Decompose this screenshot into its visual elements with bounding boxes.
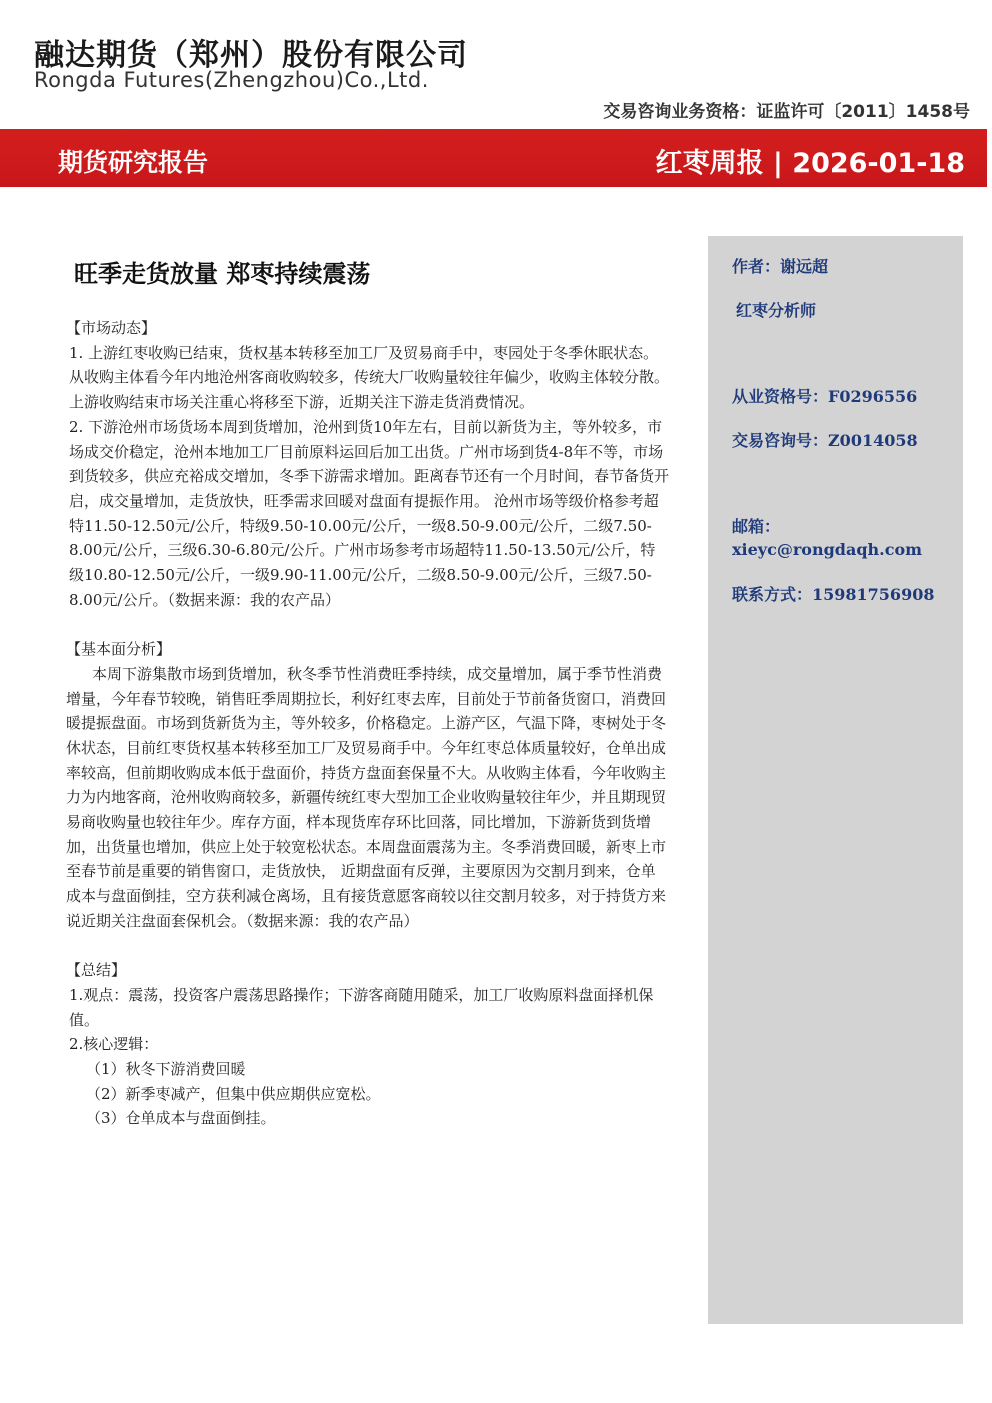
author-role: 红枣分析师	[736, 301, 817, 320]
license-info: 交易咨询业务资格：证监许可〔2011〕1458号	[603, 102, 970, 122]
summary-logic-label: 2.核心逻辑：	[69, 1035, 159, 1054]
report-title: 旺季走货放量 郑枣持续震荡	[74, 260, 371, 288]
fundamental-heading: 【基本面分析】	[66, 640, 172, 659]
consultation-number: 交易咨询号：Z0014058	[732, 431, 918, 450]
summary-logic-item: （3）仓单成本与盘面倒挂。	[86, 1109, 276, 1128]
market-heading: 【市场动态】	[66, 319, 157, 337]
company-name-en: Rongda Futures(Zhengzhou)Co.,Ltd.	[34, 68, 429, 92]
contact-phone: 联系方式：15981756908	[732, 585, 935, 604]
author-name: 作者：谢远超	[732, 257, 829, 276]
banner-report-type: 期货研究报告	[58, 148, 209, 177]
summary-view: 1.观点：震荡，投资客户震荡思路操作；下游客商随用随采，加工厂收购原料盘面择机保值。	[69, 985, 654, 1029]
banner-report-date: 红枣周报 | 2026-01-18	[655, 148, 965, 179]
author-sidebar	[708, 236, 963, 1324]
market-paragraph-2: 2. 下游沧州市场货场本周到货增加，沧州到货10年左右，目前以新货为主，等外较多，市场成交价稳定，沧州本地加工厂目前原料运回后加工出货。广州市场到货4-8年不等，市场到货较多，供应充裕成交增加，冬季下游需求增加。距离春节还有一个月时间，春节备货开启，成交量增加，走货放快，旺季需求回暖对盘面有提振作用。 沧州市场等级价格参考超特11.50-12.50元/公斤，特级9.50-10.00元/公斤，一级8.50-9.00元/公斤，二级7.50-8.00元/公斤，三级6.30-6.80元/公斤。广州市场参考市场超特11.50-13.50元/公斤，特级10.80-12.50元/公斤，一级9.90-11.00元/公斤，二级8.50-9.00元/公斤，三级7.50-8.00元/公斤。（数据来源：我的农产品）	[69, 417, 670, 609]
company-name-cn: 融达期货（郑州）股份有限公司	[34, 38, 468, 73]
header-banner	[0, 129, 987, 187]
summary-logic-item: （1）秋冬下游消费回暖	[86, 1060, 246, 1079]
fundamental-paragraph: 本周下游集散市场到货增加，秋冬季节性消费旺季持续，成交量增加，属于季节性消费增量，今年春节较晚，销售旺季周期拉长，利好红枣去库，目前处于节前备货窗口，消费回暖提振盘面。市场到货新货为主，等外较多，价格稳定。上游产区，气温下降，枣树处于冬休状态，目前红枣货权基本转移至加工厂及贸易商手中。今年红枣总体质量较好，仓单出成率较高，但前期收购成本低于盘面价，持货方盘面套保量不大。从收购主体看，今年收购主力为内地客商，沧州收购商较多，新疆传统红枣大型加工企业收购量较往年少，并且期现贸易商收购量也较往年少。库存方面，样本现货库存环比回落，同比增加，下游新货到货增加，出货量也增加，供应上处于较宽松状态。本周盘面震荡为主。冬季消费回暖，新枣上市至春节前是重要的销售窗口，走货放快， 近期盘面有反弹，主要原因为交割月到来，仓单成本与盘面倒挂，空方获利减仓离场，且有接货意愿客商较以往交割月较多，对于持货方来说近期关注盘面套保机会。（数据来源：我的农产品）	[66, 664, 667, 930]
report-body	[66, 316, 670, 1131]
email-address[interactable]: xieyc@rongdaqh.com	[732, 540, 923, 559]
qualification-number: 从业资格号：F0296556	[732, 387, 918, 406]
email-label: 邮箱：	[732, 517, 781, 536]
market-paragraph-1: 1. 上游红枣收购已结束，货权基本转移至加工厂及贸易商手中，枣园处于冬季休眠状态。从收购主体看今年内地沧州客商收购较多，传统大厂收购量较往年偏少，收购主体较分散。上游收购结束市场关注重心将移至下游，近期关注下游走货消费情况。	[69, 343, 670, 412]
summary-heading: 【总结】	[66, 961, 127, 980]
summary-logic-item: （2）新季枣减产，但集中供应期供应宽松。	[86, 1084, 381, 1103]
